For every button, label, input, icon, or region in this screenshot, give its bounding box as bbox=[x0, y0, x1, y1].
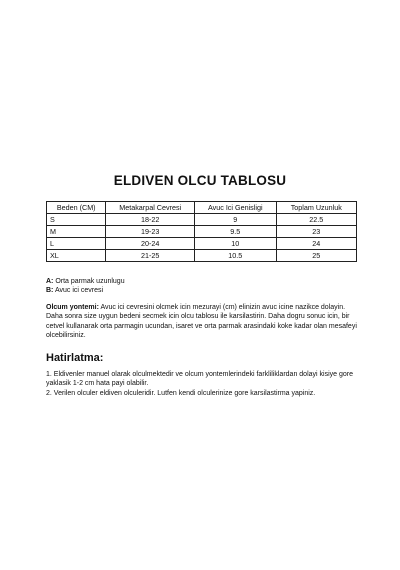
table-cell: S bbox=[47, 214, 106, 226]
table-cell: 9.5 bbox=[194, 226, 276, 238]
column-header-total-length: Toplam Uzunluk bbox=[276, 202, 356, 214]
table-cell: 24 bbox=[276, 238, 356, 250]
table-cell: M bbox=[47, 226, 106, 238]
table-row bbox=[47, 214, 357, 226]
column-header-palm-width: Avuc Ici Genisligi bbox=[194, 202, 276, 214]
table-cell: 9 bbox=[194, 214, 276, 226]
table-cell: 22.5 bbox=[276, 214, 356, 226]
table-cell: 21-25 bbox=[106, 250, 195, 262]
table-cell: 10.5 bbox=[194, 250, 276, 262]
method-label: Olcum yontemi: bbox=[46, 304, 99, 311]
legend-key-a: A: bbox=[46, 278, 54, 285]
legend bbox=[46, 277, 125, 295]
table-cell: 18-22 bbox=[106, 214, 195, 226]
method-text: Avuc ici cevresini olcmek icin mezurayi (cm) elinizin avuc icine nazikce dolayin. Daha sonra size uygun bedeni secmek icin olcu tablosu ile karsilastirin. Daha dogru sonuc icin, bir cetvel kullanarak orta parmagin ucundan, isaret ve orta parmak arasindaki koke kadar olan mesafeyi olcebilirsiniz. bbox=[46, 304, 357, 339]
table-row bbox=[47, 238, 357, 250]
legend-item-a bbox=[46, 277, 125, 286]
table-cell: 20-24 bbox=[106, 238, 195, 250]
measurement-method bbox=[46, 303, 358, 340]
reminder-item: 1. Eldivenler manuel olarak olculmektedir ve olcum yontemlerindeki farkliliklardan dolayi kisiye gore yaklasik 1-2 cm hata payi olabilir. bbox=[46, 371, 353, 388]
size-table bbox=[46, 201, 357, 262]
table-cell: XL bbox=[47, 250, 106, 262]
reminder-heading: Hatirlatma: bbox=[46, 352, 104, 364]
table-header-row bbox=[47, 202, 357, 214]
legend-text-b: Avuc ici cevresi bbox=[53, 287, 104, 294]
table-cell: 10 bbox=[194, 238, 276, 250]
table-cell: 25 bbox=[276, 250, 356, 262]
table-row bbox=[47, 250, 357, 262]
page-title: ELDIVEN OLCU TABLOSU bbox=[113, 173, 287, 188]
table-cell: 19-23 bbox=[106, 226, 195, 238]
table-cell: 23 bbox=[276, 226, 356, 238]
table-row bbox=[47, 226, 357, 238]
column-header-metacarpal: Metakarpal Cevresi bbox=[106, 202, 195, 214]
column-header-size: Beden (CM) bbox=[47, 202, 106, 214]
legend-key-b: B: bbox=[46, 287, 54, 294]
legend-text-a: Orta parmak uzunlugu bbox=[53, 278, 125, 285]
table-cell: L bbox=[47, 238, 106, 250]
reminder-list bbox=[46, 370, 358, 398]
reminder-item: 2. Verilen olculer eldiven olculeridir. Lutfen kendi olculerinize gore karsilastirma yapiniz. bbox=[46, 389, 316, 397]
legend-item-b bbox=[46, 286, 125, 295]
